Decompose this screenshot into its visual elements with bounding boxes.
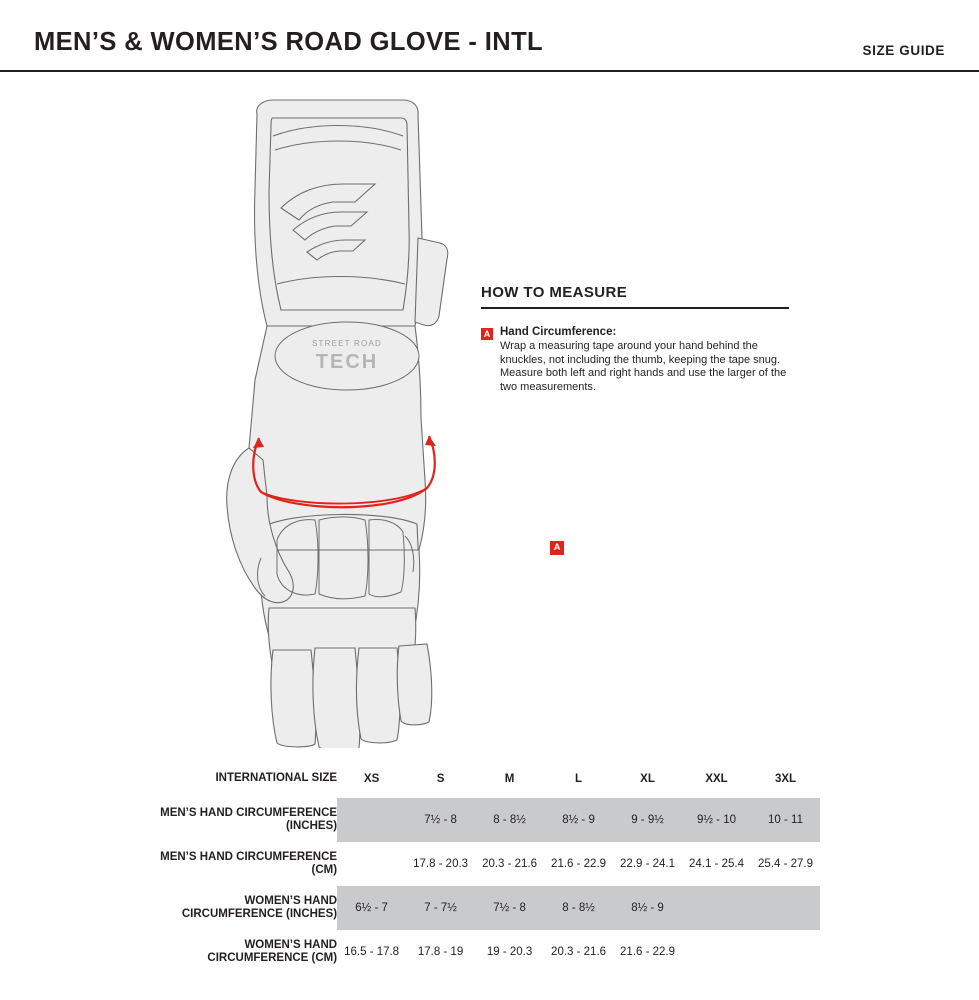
cell-womens-cm-xs: 16.5 - 17.8 [337, 930, 406, 974]
table-header-row [160, 760, 820, 798]
cell-mens-cm-3xl: 25.4 - 27.9 [751, 842, 820, 886]
cell-womens-inches-xs: 6½ - 7 [337, 886, 406, 930]
table-row [160, 930, 820, 974]
page-header [0, 0, 979, 72]
column-header-m: M [504, 773, 515, 785]
measure-point-badge-a: A [550, 541, 564, 555]
cell-mens-inches-xl: 9 - 9½ [613, 798, 682, 842]
cell-womens-inches-l: 8 - 8½ [544, 886, 613, 930]
cell-womens-cm-s: 17.8 - 19 [406, 930, 475, 974]
column-header-l: L [575, 773, 583, 785]
size-chart-table [160, 760, 820, 974]
column-header-xs: XS [363, 773, 380, 785]
column-header-3xl: 3XL [774, 773, 797, 785]
cell-womens-inches-3xl [751, 886, 820, 930]
table-row [160, 798, 820, 842]
measure-item-hand-circumference [481, 326, 801, 394]
cell-womens-cm-xl: 21.6 - 22.9 [613, 930, 682, 974]
cell-mens-cm-m: 20.3 - 21.6 [475, 842, 544, 886]
how-to-measure-section [481, 284, 801, 394]
row-label-womens-inches: WOMEN’S HAND CIRCUMFERENCE (INCHES) [181, 894, 338, 920]
table-row [160, 842, 820, 886]
cell-mens-inches-xs [337, 798, 406, 842]
column-header-xl: XL [640, 773, 655, 785]
cell-mens-inches-3xl: 10 - 11 [751, 798, 820, 842]
international-size-label: INTERNATIONAL SIZE [215, 772, 338, 785]
row-label-womens-cm: WOMEN’S HAND CIRCUMFERENCE (CM) [207, 938, 338, 964]
cell-womens-cm-xxl [682, 930, 751, 974]
cell-mens-inches-l: 8½ - 9 [544, 798, 613, 842]
measure-badge-a: A [481, 328, 493, 340]
cell-mens-cm-xl: 22.9 - 24.1 [613, 842, 682, 886]
how-to-measure-divider [481, 307, 789, 309]
measure-item-label: Hand Circumference: [500, 326, 617, 338]
table-row [160, 886, 820, 930]
cell-womens-inches-xl: 8½ - 9 [613, 886, 682, 930]
column-header-s: S [436, 773, 445, 785]
cell-womens-cm-3xl [751, 930, 820, 974]
cell-mens-inches-m: 8 - 8½ [475, 798, 544, 842]
cell-womens-cm-l: 20.3 - 21.6 [544, 930, 613, 974]
measure-item-description: Wrap a measuring tape around your hand behind the knuckles, not including the thumb, keeping the tape snug. Measure both left and right hands and use the larger of the two measurements. [500, 340, 787, 393]
row-label-mens-cm: MEN’S HAND CIRCUMFERENCE (CM) [160, 850, 338, 876]
cell-womens-cm-m: 19 - 20.3 [475, 930, 544, 974]
cell-womens-inches-xxl [682, 886, 751, 930]
cell-mens-cm-l: 21.6 - 22.9 [544, 842, 613, 886]
cell-womens-inches-m: 7½ - 8 [475, 886, 544, 930]
page-title: MEN’S & WOMEN’S ROAD GLOVE - INTL [34, 28, 544, 56]
size-guide-label: SIZE GUIDE [862, 43, 945, 58]
cell-mens-inches-xxl: 9½ - 10 [682, 798, 751, 842]
cell-mens-cm-s: 17.8 - 20.3 [406, 842, 475, 886]
svg-text:STREET ROAD: STREET ROAD [312, 339, 382, 348]
cell-mens-cm-xs [337, 842, 406, 886]
cell-mens-cm-xxl: 24.1 - 25.4 [682, 842, 751, 886]
column-header-xxl: XXL [705, 773, 728, 785]
svg-text:TECH: TECH [315, 351, 379, 373]
cell-mens-inches-s: 7½ - 8 [406, 798, 475, 842]
how-to-measure-title: HOW TO MEASURE [481, 284, 628, 301]
cell-womens-inches-s: 7 - 7½ [406, 886, 475, 930]
row-label-mens-inches: MEN’S HAND CIRCUMFERENCE (INCHES) [160, 806, 338, 832]
